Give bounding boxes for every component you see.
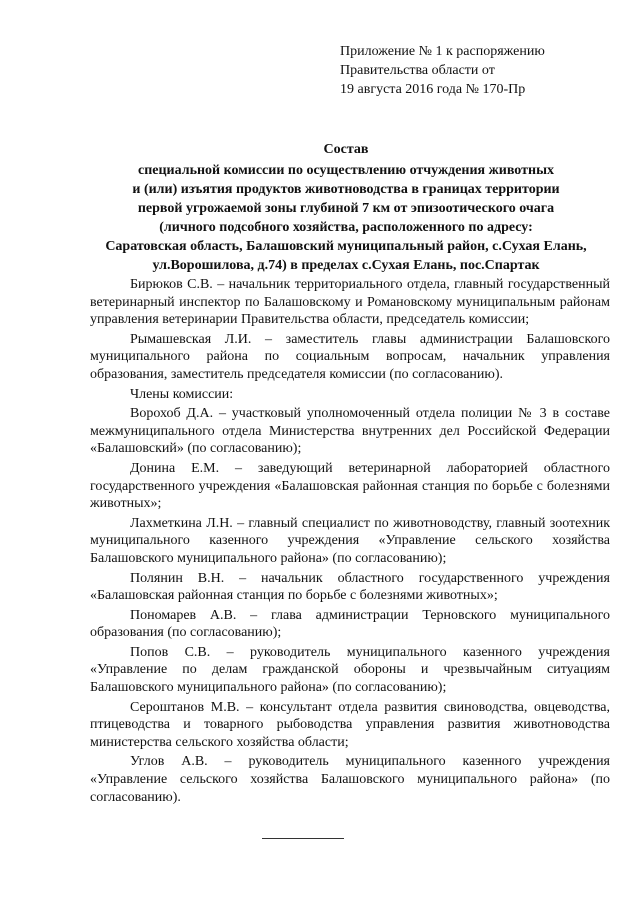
closing-divider — [262, 838, 344, 839]
deputy-chairman-paragraph: Рымашевская Л.И. – заместитель главы администрации Балашовского муниципального района по социальным вопросам, начальник управления образования, заместитель председателя комиссии (по согласованию). — [90, 331, 610, 382]
member-paragraph: Попов С.В. – руководитель муниципального казенного учреждения «Управление по делам гражданской обороны и чрезвычайным ситуациям Балашовского муниципального района» (по согласованию); — [90, 644, 610, 696]
annex-line: Приложение № 1 к распоряжению — [340, 44, 545, 59]
document-title — [86, 140, 606, 275]
member-paragraph: Пономарев А.В. – глава администрации Терновского муниципального образования (по согласованию); — [90, 607, 610, 641]
title-line: первой угрожаемой зоны глубиной 7 км от эпизоотического очага — [137, 201, 555, 216]
chairman-paragraph: Бирюков С.В. – начальник территориального отдела, главный государственный ветеринарный инспектор по Балашовскому и Романовскому муниципальным районам управления ветеринарии Правительства области, председатель комиссии; — [90, 277, 610, 328]
title-line: и (или) изъятия продуктов животноводства в границах территории — [132, 182, 560, 197]
member-paragraph: Лахметкина Л.Н. – главный специалист по животноводству, главный зоотехник муниципального казенного учреждения «Управление сельского хозяйства Балашовского муниципального района» (по согласованию); — [90, 515, 610, 566]
commission-members-list — [90, 276, 610, 808]
members-heading: Члены комиссии: — [130, 386, 234, 402]
title-line: (личного подсобного хозяйства, расположенного по адресу: — [159, 220, 533, 235]
member-paragraph: Ворохоб Д.А. – участковый уполномоченный отдела полиции № 3 в составе межмуниципального отдела Министерства внутренних дел Российской Федерации «Балашовский» (по согласованию); — [90, 406, 610, 457]
member-paragraph: Углов А.В. – руководитель муниципального казенного учреждения «Управление сельского хозяйства Балашовского муниципального района» (по согласованию). — [90, 754, 610, 805]
member-paragraph: Донина Е.М. – заведующий ветеринарной лабораторией областного государственного учреждения «Балашовская районная станция по борьбе с болезнями животных»; — [90, 460, 610, 512]
annex-line: Правительства области от — [340, 63, 495, 78]
annex-line: 19 августа 2016 года № 170-Пр — [340, 82, 526, 97]
title-heading: Состав — [323, 142, 369, 157]
title-line: Саратовская область, Балашовский муниципальный район, с.Сухая Елань, — [105, 239, 587, 254]
title-line: ул.Ворошилова, д.74) в пределах с.Сухая Елань, пос.Спартак — [152, 258, 540, 273]
member-paragraph: Полянин В.Н. – начальник областного государственного учреждения «Балашовская районная станция по борьбе с болезнями животных»; — [90, 570, 610, 604]
annex-block — [340, 42, 545, 99]
member-paragraph: Серoштанов М.В. – консультант отдела развития свиноводства, овцеводства, птицеводства и товарного рыбоводства управления развития животноводства министерства сельского хозяйства области; — [90, 699, 610, 750]
title-line: специальной комиссии по осуществлению отчуждения животных — [137, 163, 554, 178]
